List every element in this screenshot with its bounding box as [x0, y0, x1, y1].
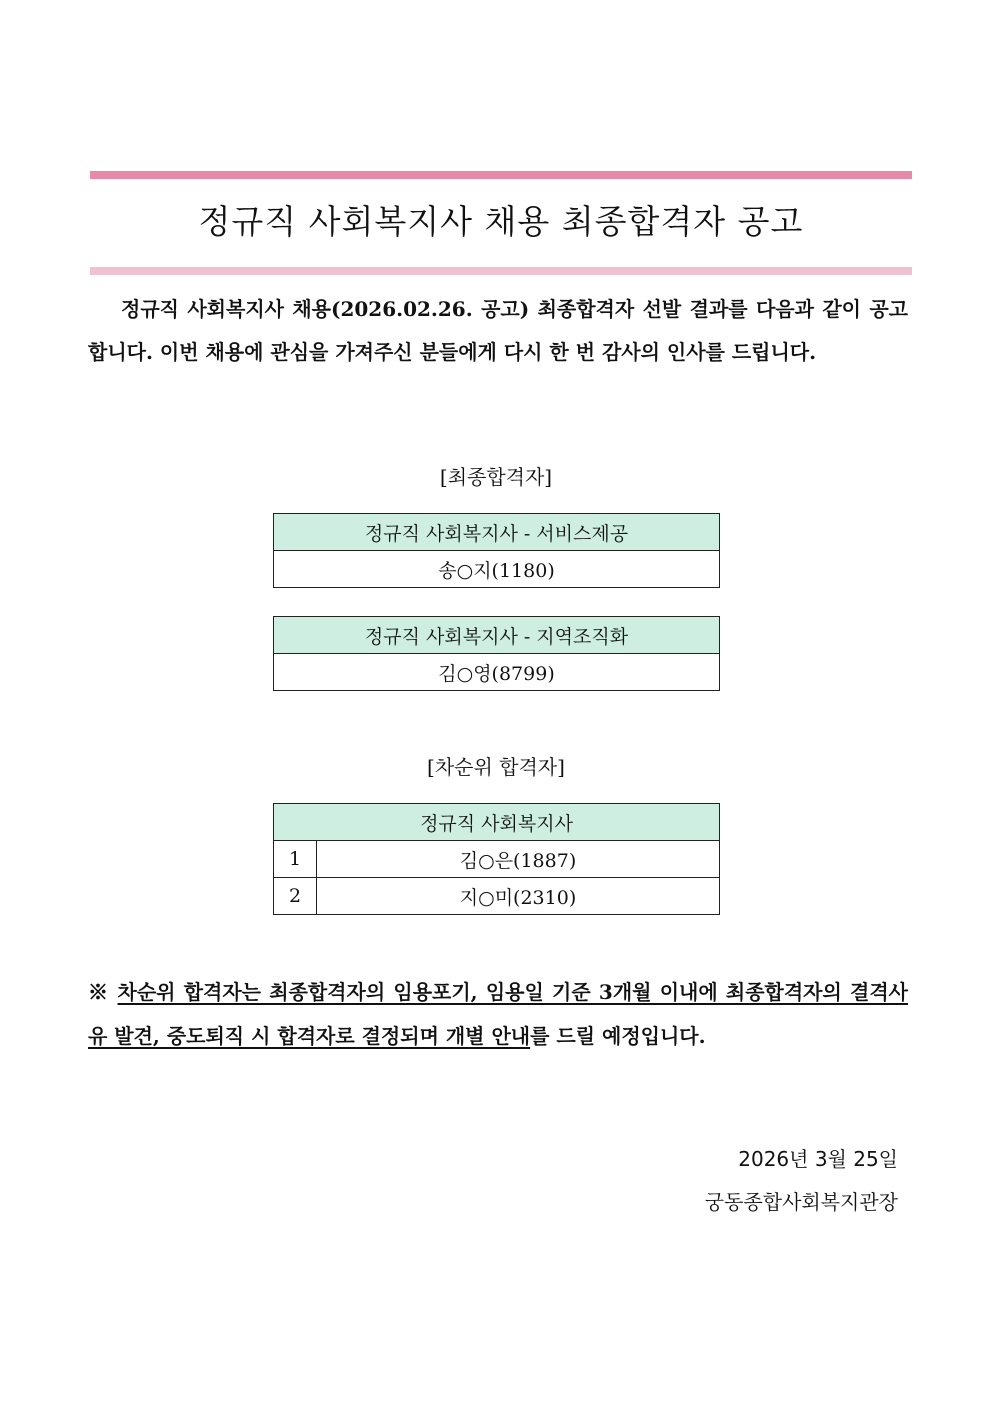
reserve-value: 김○은(1887): [317, 841, 720, 878]
notice-paragraph: [88, 970, 908, 1058]
note-underlined-text: 차순위 합격자는 최종합격자의 임용포기, 임용일 기준 3개월 이내에 최종합격자의 결격사유 발견, 중도퇴직 시 합격자로 결정되며 개별 안내: [88, 980, 908, 1048]
reserve-rank: 1: [274, 841, 317, 878]
table-row: [274, 878, 720, 915]
reserve-value: 지○미(2310): [317, 878, 720, 915]
intro-paragraph: 정규직 사회복지사 채용(2026.02.26. 공고) 최종합격자 선발 결과를 다음과 같이 공고합니다. 이번 채용에 관심을 가져주신 분들에게 다시 한 번 감사의 인사를 드립니다.: [88, 297, 908, 364]
final-table-value: 송○지(1180): [274, 551, 720, 588]
title-bottom-rule: [90, 267, 912, 275]
page-title: 정규직 사회복지사 채용 최종합격자 공고: [198, 202, 804, 241]
reserve-table: [273, 803, 720, 915]
final-section-label: [최종합격자]: [439, 465, 553, 489]
final-table-value: 김○영(8799): [274, 654, 720, 691]
final-table-header: 정규직 사회복지사 - 서비스제공: [274, 514, 720, 551]
reserve-rank: 2: [274, 878, 317, 915]
issuing-organization: 궁동종합사회복지관장: [704, 1190, 898, 1214]
final-table-header: 정규직 사회복지사 - 지역조직화: [274, 617, 720, 654]
table-row: [274, 841, 720, 878]
reserve-section-label: [차순위 합격자]: [427, 755, 565, 779]
issue-date: 2026년 3월 25일: [738, 1147, 898, 1171]
final-table-service: [273, 513, 720, 588]
reserve-table-header: 정규직 사회복지사: [274, 804, 720, 841]
note-rest-text: 를 드릴 예정입니다.: [530, 1024, 706, 1048]
title-top-rule: [90, 171, 912, 179]
note-mark: ※: [88, 980, 110, 1004]
final-table-community: [273, 616, 720, 691]
